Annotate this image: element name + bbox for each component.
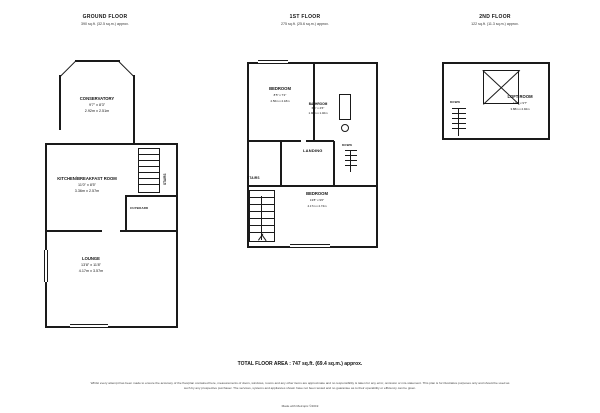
made-with-text: Made with Metropix ©2019 <box>281 404 319 408</box>
first-wall-right <box>376 62 378 248</box>
room-label-bathroom <box>290 102 346 115</box>
room-label-lounge <box>31 256 151 275</box>
ground-wall-top-right <box>133 143 178 145</box>
first-floor-title: 1ST FLOOR <box>289 14 321 20</box>
bathroom-name: BATHROOM <box>308 102 328 106</box>
first-landing-label: LANDING <box>303 148 323 153</box>
room-label-loft <box>480 94 560 112</box>
conservatory-dim-imperial: 9'7" x 8'3" <box>88 103 106 108</box>
bathroom-fixture-bath <box>339 94 351 120</box>
first-floor-subtitle: 275 sq.ft. (25.6 sq.m.) approx. <box>281 22 329 26</box>
conservatory-wall-top <box>75 60 120 62</box>
room-label-bedroom-2 <box>277 191 357 209</box>
second-wall-bottom <box>442 138 550 140</box>
ground-wall-left <box>45 143 47 328</box>
bedroom2-dim-imperial: 13'8" x 9'0" <box>309 197 325 202</box>
bedroom1-name: BEDROOM <box>269 86 291 91</box>
total-floor-area: TOTAL FLOOR AREA : 747 sq.ft. (69.4 sq.m.) approx. <box>237 361 363 367</box>
kitchen-dim-metric: 3.36m x 2.57m <box>74 189 100 194</box>
first-down-label: DOWN <box>342 143 352 147</box>
loft-name: LOFT ROOM <box>507 94 533 99</box>
ground-stairs-label: STAIRS <box>163 173 167 185</box>
ground-internal-wall-b <box>120 230 176 232</box>
kitchen-dim-imperial: 11'0" x 8'5" <box>78 183 96 188</box>
room-label-kitchen <box>27 176 147 195</box>
first-internal-wall-stair-right <box>280 141 282 185</box>
first-internal-wall-landing-right <box>333 141 335 185</box>
bedroom2-dim-metric: 4.17m x 2.74m <box>307 203 327 208</box>
second-floor-title: 2ND FLOOR <box>479 14 511 20</box>
conservatory-dim-metric: 2.92m x 2.51m <box>84 109 110 114</box>
bedroom2-name: BEDROOM <box>306 191 328 196</box>
conservatory-name: CONSERVATORY <box>79 96 115 101</box>
bathroom-fixture-wc <box>341 124 349 132</box>
ground-floor-subtitle: 390 sq.ft. (32.5 sq.m.) approx. <box>81 22 129 26</box>
ground-internal-wall-cupboard-top <box>125 195 176 197</box>
ground-floor-title: GROUND FLOOR <box>82 14 128 20</box>
loft-dim-imperial: 12'9" x 9'7" <box>512 100 528 105</box>
ground-wall-top-left <box>45 143 135 145</box>
second-wall-left <box>442 62 444 140</box>
kitchen-name: KITCHEN/BREAKFAST ROOM <box>57 176 117 181</box>
first-internal-wall-bed1-bottom <box>249 140 301 142</box>
second-down-label: DOWN <box>450 100 460 104</box>
bedroom1-dim-metric: 2.56m x 2.18m <box>270 98 290 103</box>
ground-cupboard-label: CUPBOARD <box>130 206 149 210</box>
second-floor-subtitle: 122 sq.ft. (11.3 sq.m.) approx. <box>471 22 519 26</box>
ground-wall-right <box>176 143 178 328</box>
ground-internal-wall-a <box>47 230 102 232</box>
second-wall-top <box>442 62 550 64</box>
bathroom-dim-metric: 1.98m x 1.40m <box>308 110 328 115</box>
first-internal-wall-landing-top <box>306 140 334 142</box>
bedroom1-dim-imperial: 8'5" x 7'2" <box>273 92 287 97</box>
lounge-dim-metric: 4.17m x 3.57m <box>78 269 104 274</box>
bathroom-dim-imperial: 6'6" x 4'6" <box>311 106 325 111</box>
ground-internal-wall-cupboard-left <box>125 195 127 231</box>
first-internal-wall-bed2-top <box>249 185 378 187</box>
ground-wall-bottom <box>45 326 178 328</box>
conservatory-wall-corner-left <box>60 60 76 76</box>
disclaimer-text: Whilst every attempt has been made to ensure the accuracy of the floorplan contained here, measurements of doors, windows, rooms and any other items are approximate and no responsibility is taken for any error, omission or mis-statement. This plan is for illustrative purposes only and should be used as such by any prospective purchaser. The services, systems and appliances shown have not been tested and no guarantee as to their operability or efficiency can be given. <box>90 381 510 390</box>
lounge-name: LOUNGE <box>82 256 100 261</box>
lounge-dim-imperial: 13'8" x 11'8" <box>81 263 101 268</box>
first-stairs-label: STAIRS <box>247 176 260 180</box>
loft-dim-metric: 3.88m x 2.92m <box>510 106 530 111</box>
room-label-bedroom-1 <box>240 86 320 104</box>
room-label-conservatory <box>37 96 157 115</box>
